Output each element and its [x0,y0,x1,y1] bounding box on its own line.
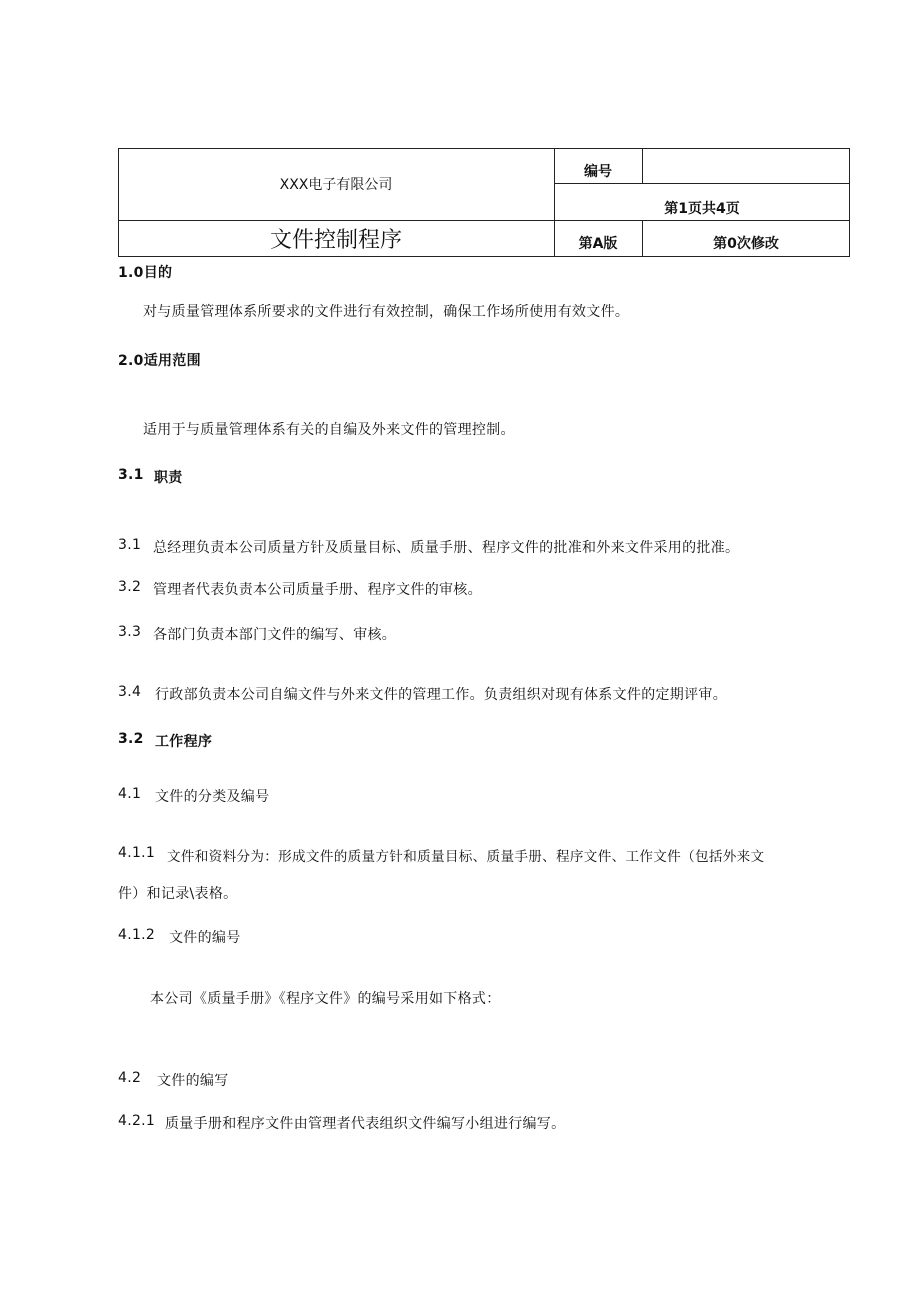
procedure-item-text: 文件的分类及编号 [155,789,270,805]
duty-text: 总经理负责本公司质量方针及质量目标、质量手册、程序文件的批准和外来文件采用的批准。 [153,540,740,556]
duty-text: 各部门负责本部门文件的编写、审核。 [153,627,397,643]
section-heading-duties: 职责 [154,470,183,486]
procedure-item-text: 本公司《质量手册》《程序文件》的编号采用如下格式： [150,991,501,1007]
number-label: 编号 [584,164,612,180]
procedure-item-num: 4.2.1 [118,1113,156,1129]
duty-num: 3.1 [118,537,142,553]
revision: 第0次修改 [713,235,779,252]
procedure-item-num: 4.1 [118,786,142,802]
section-body-scope: 适用于与质量管理体系有关的自编及外来文件的管理控制。 [143,422,515,438]
procedure-item-num: 4.1.2 [118,927,156,943]
section-heading-num-procedure: 3.2 [118,731,144,747]
procedure-item-continuation: 件）和记录\表格。 [118,886,238,902]
company-name: XXX电子有限公司 [279,177,393,193]
procedure-item-text: 文件和资料分为：形成文件的质量方针和质量目标、质量手册、程序文件、工作文件（包括外来文 [167,849,765,865]
duty-text: 行政部负责本公司自编文件与外来文件的管理工作。负责组织对现有体系文件的定期评审。 [155,687,727,703]
section-body-purpose: 对与质量管理体系所要求的文件进行有效控制，确保工作场所使用有效文件。 [143,304,630,320]
number-value [642,148,850,183]
procedure-item-text: 文件的编号 [169,930,241,946]
procedure-item-text: 质量手册和程序文件由管理者代表组织文件编写小组进行编写。 [165,1116,566,1132]
section-heading-procedure: 工作程序 [155,734,213,750]
page-info: 第1页共4页 [664,201,740,217]
duty-num: 3.2 [118,579,142,595]
procedure-item-text: 文件的编写 [157,1073,229,1089]
duty-num: 3.4 [118,684,142,700]
edition: 第A版 [578,235,618,252]
duty-text: 管理者代表负责本公司质量手册、程序文件的审核。 [153,582,482,598]
header-table [118,148,850,257]
section-heading-num-duties: 3.1 [118,467,144,483]
section-heading-purpose: 1.0目的 [118,265,173,281]
section-heading-scope: 2.0适用范围 [118,353,201,369]
document-title: 文件控制程序 [269,228,402,253]
duty-num: 3.3 [118,624,142,640]
procedure-item-num: 4.2 [118,1070,142,1086]
procedure-item-num: 4.1.1 [118,845,156,861]
